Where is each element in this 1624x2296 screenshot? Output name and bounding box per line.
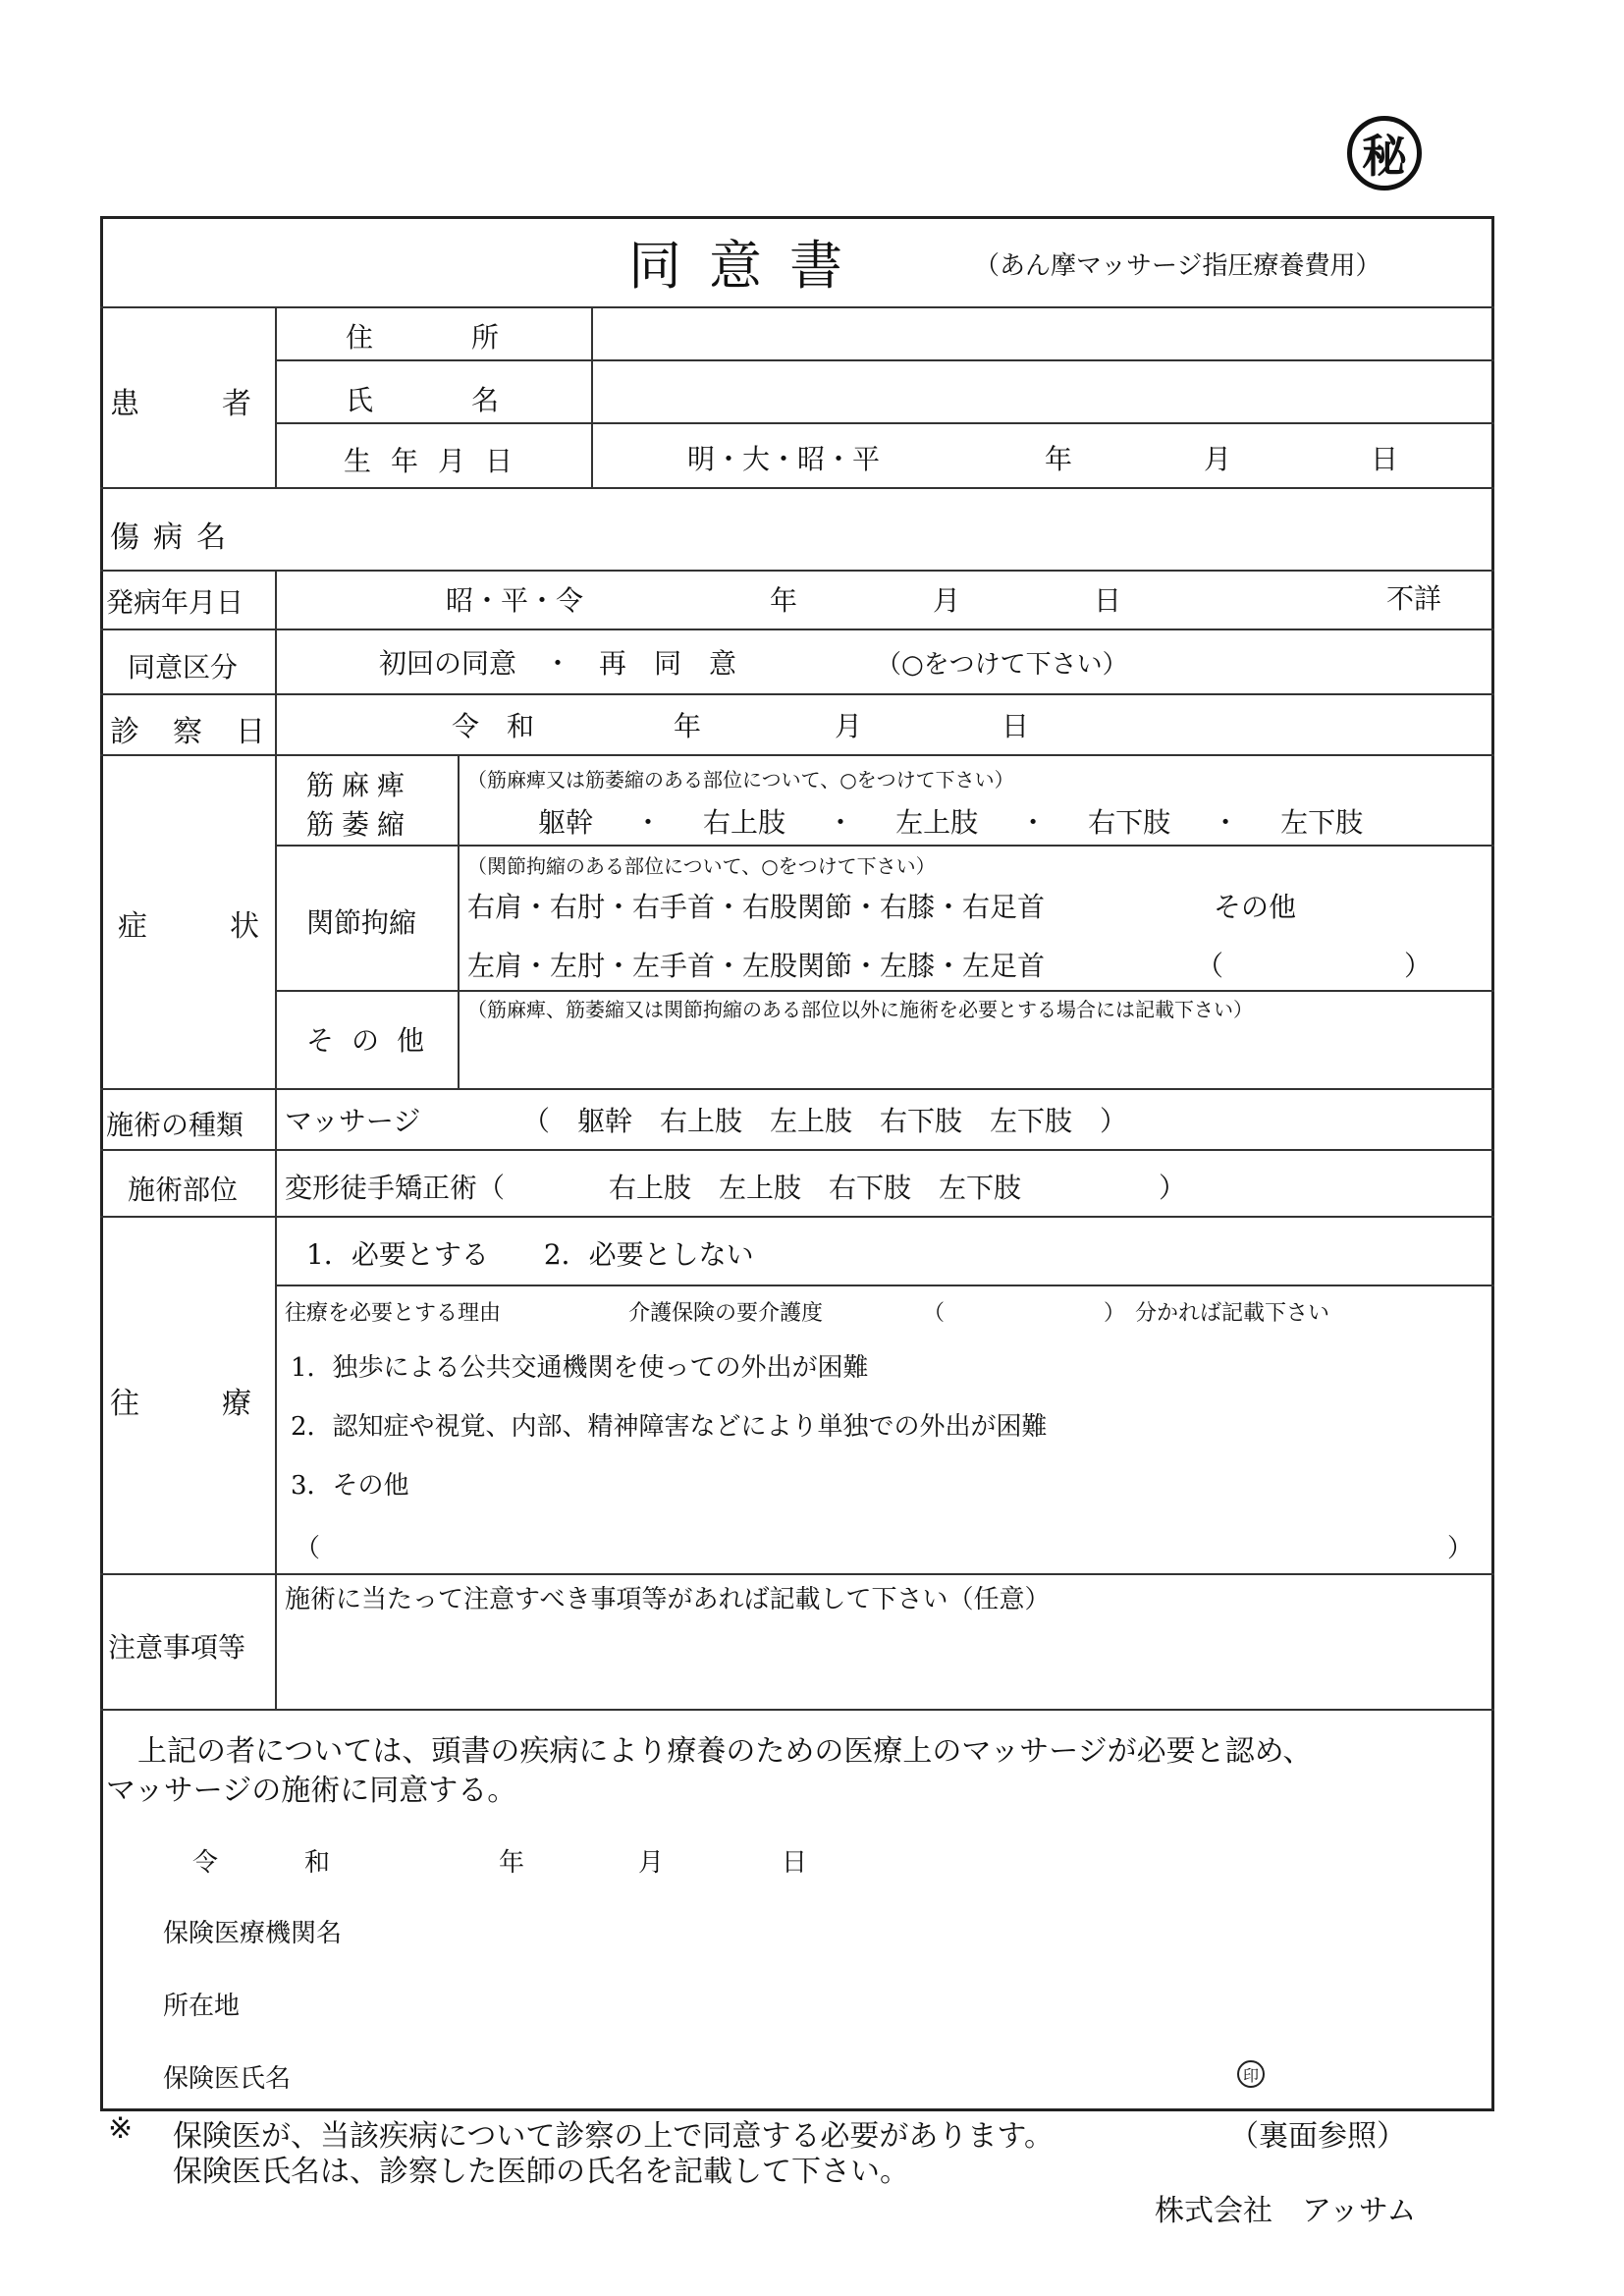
disease-label: 傷病名	[110, 520, 240, 555]
contracture-other-paren-close: ）	[1404, 950, 1433, 982]
paralysis-note: （筋麻痺又は筋萎縮のある部位について、○をつけて下さい）	[467, 768, 1014, 792]
birth-month-unit: 月	[1204, 443, 1232, 475]
confidential-seal-text: 秘	[1362, 130, 1407, 183]
address-label: 住所	[346, 321, 598, 354]
separator-dot: ・	[634, 806, 663, 839]
contracture-other-paren-open: （	[1196, 950, 1224, 982]
name-label: 氏名	[346, 384, 598, 416]
consent-statement-line1: 上記の者については、頭書の疾病により療養のための医療上のマッサージが必要と認め、	[137, 1734, 1313, 1769]
footer-note-line2: 保険医氏名は、診察した医師の氏名を記載して下さい。	[173, 2155, 909, 2189]
sign-date-era: 令	[192, 1848, 219, 1878]
paralysis-part-trunk[interactable]: 躯幹	[538, 806, 594, 839]
company-name: 株式会社 アッサム	[1155, 2194, 1417, 2228]
paralysis-part-right-leg[interactable]: 右下肢	[1088, 806, 1171, 839]
onset-month-unit: 月	[933, 584, 961, 617]
birthdate-era-options[interactable]: 明・大・昭・平	[687, 443, 881, 475]
seal-mark	[1237, 2060, 1265, 2088]
footer-note-line1: 保険医が、当該疾病について診察の上で同意する必要があります。	[173, 2119, 1054, 2154]
patient-label: 患者	[110, 387, 334, 421]
location-label: 所在地	[163, 1992, 241, 2021]
treatment-site-value: 変形徒手矯正術（	[285, 1172, 506, 1204]
notes-instruction: 施術に当たって注意すべき事項等があれば記載して下さい（任意）	[285, 1585, 1051, 1614]
treatment-type-parts[interactable]: （ 躯幹 右上肢 左上肢 右下肢 左下肢 ）	[522, 1105, 1128, 1137]
contracture-right-joints[interactable]: 右肩・右肘・右手首・右股関節・右膝・右足首	[467, 891, 1046, 923]
home-visit-reason-label: 往療を必要とする理由	[285, 1301, 502, 1326]
treatment-site-label: 施術部位	[128, 1174, 239, 1206]
birth-year-unit: 年	[1045, 443, 1073, 475]
separator-dot: ・	[1019, 806, 1048, 839]
treatment-type-value: マッサージ	[285, 1105, 421, 1137]
contracture-left-joints[interactable]: 左肩・左肘・左手首・左股関節・左膝・左足首	[467, 950, 1046, 982]
home-visit-reason-1[interactable]: 1．独歩による公共交通機関を使っての外出が困難	[291, 1353, 869, 1383]
care-level-paren-close: ）	[1104, 1301, 1126, 1326]
exam-month-unit: 月	[835, 710, 863, 742]
institution-label: 保険医療機関名	[163, 1919, 343, 1948]
notes-label: 注意事項等	[108, 1631, 246, 1664]
separator-dot: ・	[827, 806, 855, 839]
sign-day-unit: 日	[782, 1848, 808, 1878]
form-title: 同意書	[628, 235, 870, 297]
exam-year-unit: 年	[674, 710, 702, 742]
home-visit-reason-3[interactable]: 3．その他	[291, 1471, 409, 1501]
consent-type-options[interactable]: 初回の同意 ・ 再 同 意	[379, 647, 737, 680]
home-visit-label: 往療	[110, 1387, 334, 1421]
birth-day-unit: 日	[1371, 443, 1399, 475]
separator-dot: ・	[1212, 806, 1240, 839]
sign-year-unit: 年	[499, 1848, 525, 1878]
birthdate-label: 生年月日	[344, 445, 533, 477]
paralysis-part-right-arm[interactable]: 右上肢	[703, 806, 786, 839]
other-symptom-note: （筋麻痺、筋萎縮又は関節拘縮のある部位以外に施術を必要とする場合には記載下さい）	[467, 998, 1253, 1021]
home-visit-reason-2[interactable]: 2．認知症や視覚、内部、精神障害などにより単独での外出が困難	[291, 1412, 1048, 1442]
care-level-paren-open: （	[923, 1301, 946, 1326]
exam-date-era: 令 和	[452, 710, 535, 742]
symptoms-label: 症状	[118, 909, 342, 944]
atrophy-label: 筋萎縮	[306, 808, 413, 841]
doctor-name-label: 保険医氏名	[163, 2064, 292, 2094]
consent-form-frame	[100, 216, 1494, 2111]
onset-label: 発病年月日	[106, 586, 244, 619]
contracture-label: 関節拘縮	[306, 906, 417, 939]
paralysis-body-parts[interactable]	[538, 801, 1363, 841]
paralysis-part-left-leg[interactable]: 左下肢	[1280, 806, 1364, 839]
contracture-note: （関節拘縮のある部位について、○をつけて下さい）	[467, 854, 936, 878]
consent-type-note: （○をつけて下さい）	[876, 650, 1128, 680]
care-level-note: 分かれば記載下さい	[1135, 1301, 1330, 1326]
other-symptom-label: その他	[306, 1024, 443, 1057]
home-visit-other-paren-close: ）	[1447, 1534, 1474, 1563]
treatment-type-label: 施術の種類	[106, 1109, 244, 1141]
treatment-site-parts[interactable]: 右上肢 左上肢 右下肢 左下肢	[609, 1172, 1022, 1204]
treatment-site-paren-close: ）	[1159, 1172, 1187, 1204]
onset-era-options[interactable]: 昭・平・令	[446, 584, 584, 617]
exam-date-label: 診察日	[110, 715, 298, 749]
exam-day-unit: 日	[1001, 710, 1030, 742]
seal-mark-text: 印	[1242, 2065, 1259, 2085]
onset-year-unit: 年	[770, 584, 798, 617]
home-visit-other-paren-open: （	[295, 1534, 321, 1563]
sign-date-era-2: 和	[304, 1848, 331, 1878]
care-level-label: 介護保険の要介護度	[628, 1301, 824, 1326]
onset-unknown-option[interactable]: 不詳	[1386, 582, 1442, 615]
sign-month-unit: 月	[638, 1848, 665, 1878]
footer-note-ref: （裏面参照）	[1229, 2119, 1406, 2154]
form-subtitle: （あん摩マッサージ指圧療養費用）	[974, 251, 1381, 281]
paralysis-part-left-arm[interactable]: 左上肢	[895, 806, 979, 839]
confidential-seal	[1347, 116, 1422, 191]
consent-type-label: 同意区分	[128, 651, 239, 683]
contracture-other-label: その他	[1214, 891, 1297, 923]
paralysis-label: 筋麻痺	[306, 769, 413, 801]
home-visit-need-options[interactable]: 1．必要とする 2．必要としない	[306, 1238, 754, 1271]
consent-statement-line2: マッサージの施術に同意する。	[106, 1774, 517, 1808]
footer-note-mark: ※	[108, 2111, 134, 2146]
onset-day-unit: 日	[1094, 584, 1122, 617]
